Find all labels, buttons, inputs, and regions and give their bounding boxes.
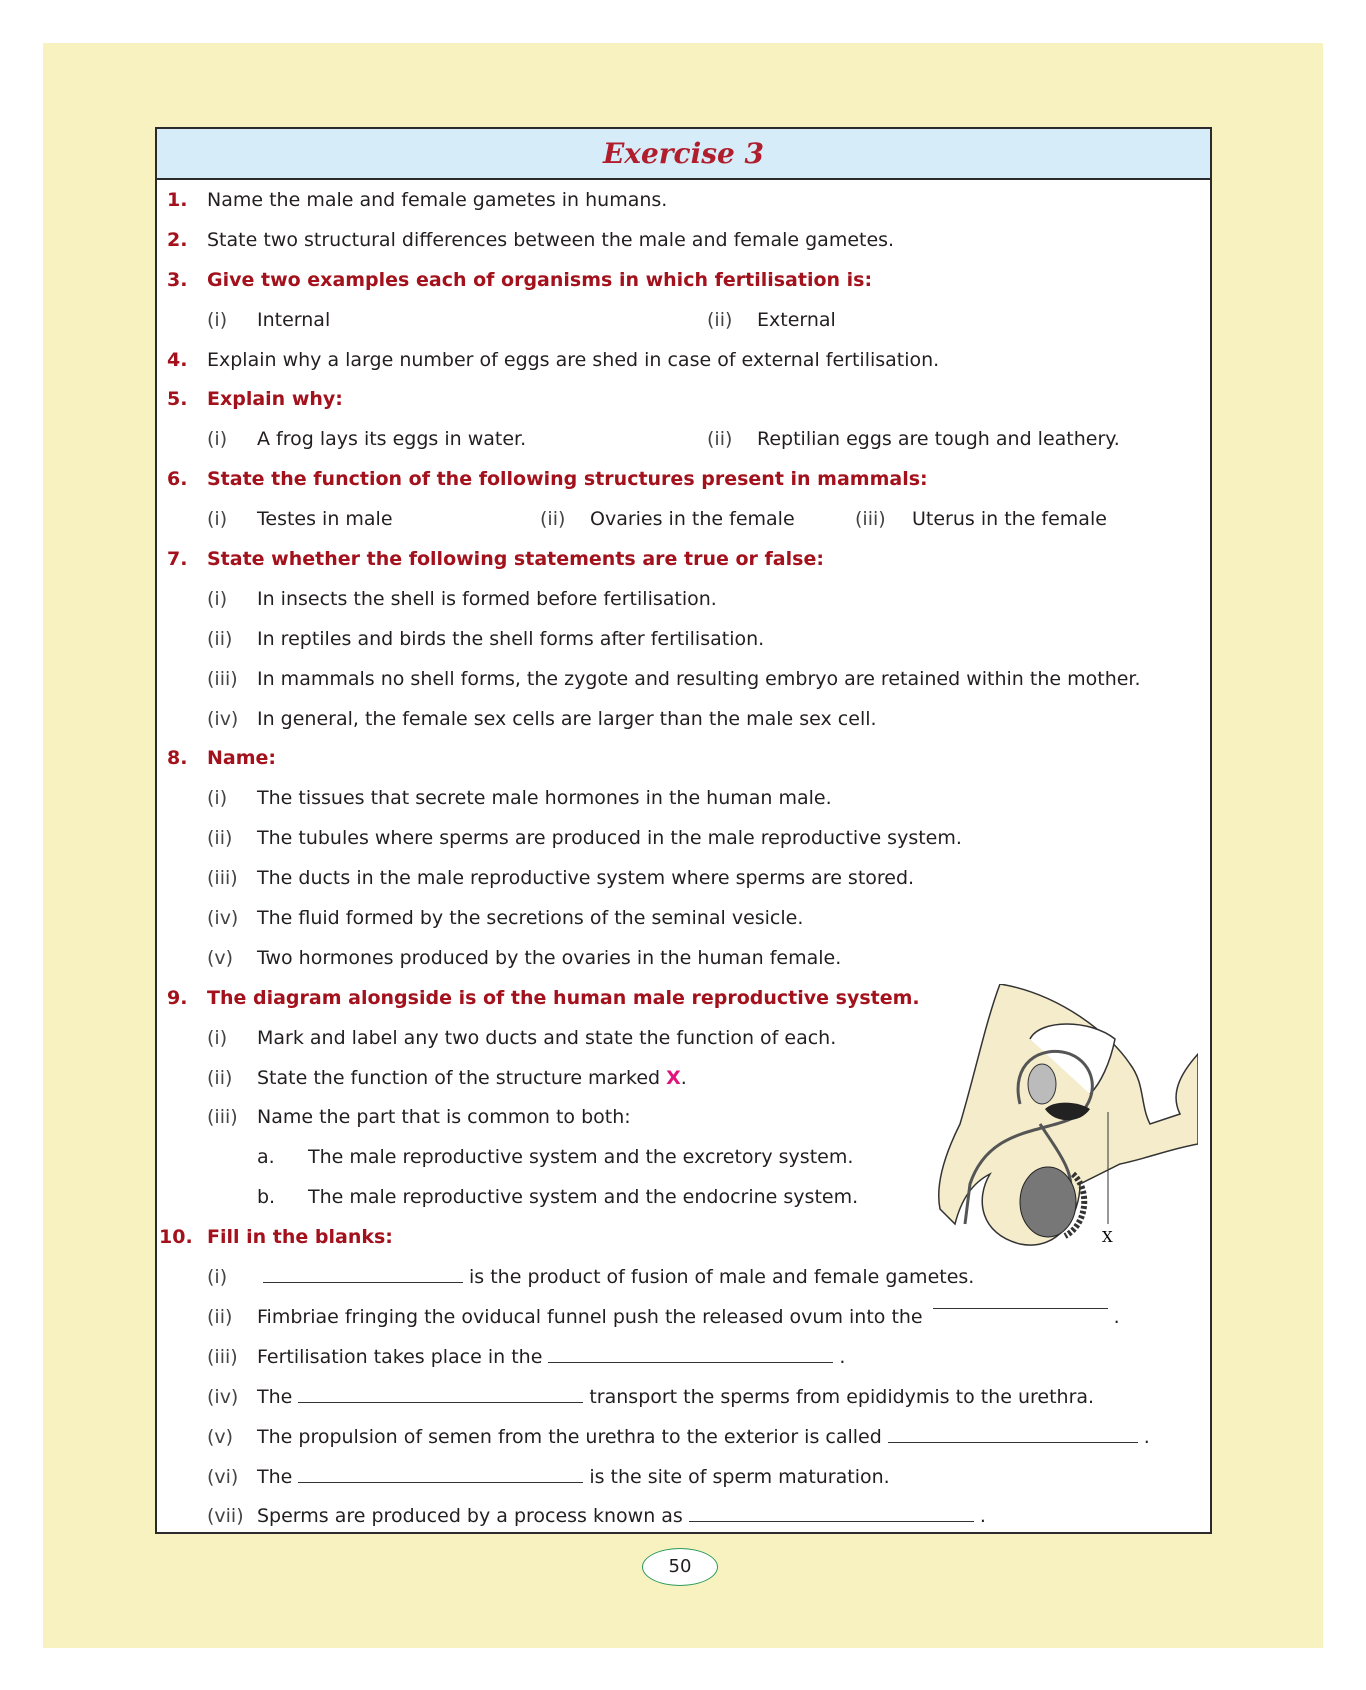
item-text: Mark and label any two ducts and state the function of each. [257, 1026, 837, 1049]
question-number: 7. [167, 548, 188, 571]
text-segment: The [257, 1465, 293, 1488]
item-numeral: (vii) [207, 1505, 244, 1528]
item-text: The tubules where sperms are produced in the male reproductive system. [257, 827, 962, 850]
question-number: 8. [167, 747, 188, 770]
item-numeral: (ii) [207, 1066, 233, 1089]
question-text: State the function of the following structures present in mammals: [207, 468, 928, 491]
question-row [157, 1378, 1210, 1418]
item-text: In insects the shell is formed before fertilisation. [257, 587, 717, 610]
question-row [157, 500, 1210, 540]
item-numeral: (iv) [207, 907, 239, 930]
item-text: Reptilian eggs are tough and leathery. [757, 428, 1120, 451]
bladder-cross-section [1028, 1064, 1056, 1104]
text-segment: The propulsion of semen from the urethra to the exterior is called [257, 1425, 882, 1448]
fill-blank-input[interactable] [933, 1290, 1108, 1309]
question-number: 5. [167, 388, 188, 411]
question-row [157, 181, 1210, 221]
text-segment: transport the sperms from epididymis to the urethra. [589, 1385, 1095, 1408]
item-text: The tissues that secrete male hormones in the human male. [257, 787, 832, 810]
sub-item-text: The male reproductive system and the excretory system. [308, 1146, 854, 1169]
exercise-box [155, 127, 1212, 1534]
fill-blank-input[interactable] [689, 1503, 974, 1522]
question-row [157, 859, 1210, 899]
item-text: In general, the female sex cells are larger than the male sex cell. [257, 707, 877, 730]
question-number: 10. [159, 1226, 193, 1249]
question-row [157, 380, 1210, 420]
question-text: State two structural differences between the male and female gametes. [207, 228, 895, 251]
label-x: X [1102, 1228, 1113, 1246]
item-text [257, 1497, 986, 1537]
item-numeral: (i) [207, 308, 228, 331]
question-row [157, 1338, 1210, 1378]
item-text [257, 1418, 1150, 1458]
question-row [157, 1458, 1210, 1498]
text-segment: . [680, 1066, 687, 1089]
fill-blank-input[interactable] [548, 1344, 833, 1363]
fill-blank-input[interactable] [888, 1424, 1138, 1443]
text-segment: is the site of sperm maturation. [589, 1465, 890, 1488]
question-row [157, 261, 1210, 301]
question-row [157, 700, 1210, 740]
question-row [157, 580, 1210, 620]
text-segment: . [979, 1505, 986, 1528]
question-number: 6. [167, 468, 188, 491]
question-row [157, 1418, 1210, 1458]
question-row [157, 420, 1210, 460]
question-number: 9. [167, 986, 188, 1009]
question-row [157, 660, 1210, 700]
item-numeral: (ii) [707, 428, 733, 451]
text-segment: is the product of fusion of male and female gametes. [469, 1266, 975, 1289]
question-text: Name: [207, 747, 277, 770]
item-text: A frog lays its eggs in water. [257, 428, 527, 451]
question-row [157, 1497, 1210, 1537]
question-row [157, 301, 1210, 341]
item-text: Internal [257, 308, 331, 331]
item-numeral: (i) [207, 1026, 228, 1049]
item-numeral: (iii) [207, 1345, 238, 1368]
item-numeral: (ii) [540, 508, 566, 531]
marker-x: X [666, 1066, 681, 1089]
item-text [257, 1458, 890, 1498]
exercise-title: Exercise 3 [157, 129, 1210, 180]
testis [1020, 1167, 1076, 1237]
fill-blank-input[interactable] [298, 1384, 583, 1403]
item-numeral: (vi) [207, 1465, 239, 1488]
item-text: Name the part that is common to both: [257, 1106, 631, 1129]
question-number: 4. [167, 348, 188, 371]
item-text: External [757, 308, 836, 331]
item-numeral: (v) [207, 1425, 234, 1448]
item-numeral: (i) [207, 787, 228, 810]
item-numeral: (i) [207, 587, 228, 610]
fill-blank-input[interactable] [298, 1464, 583, 1483]
question-row [157, 341, 1210, 381]
question-row [157, 540, 1210, 580]
question-row [157, 899, 1210, 939]
text-segment: State the function of the structure marked [257, 1066, 667, 1089]
item-numeral: (i) [207, 1266, 228, 1289]
text-segment: . [839, 1345, 846, 1368]
question-text: State whether the following statements are true or false: [207, 548, 824, 571]
question-text: Give two examples each of organisms in which fertilisation is: [207, 268, 873, 291]
text-segment: The [257, 1385, 293, 1408]
item-text [257, 1338, 845, 1378]
item-numeral: (i) [207, 508, 228, 531]
fill-blank-input[interactable] [263, 1264, 463, 1283]
question-list [157, 181, 1210, 1537]
item-numeral: (i) [207, 428, 228, 451]
question-number: 1. [167, 189, 188, 211]
item-numeral: (iii) [207, 667, 238, 690]
item-numeral: (iii) [855, 508, 886, 531]
item-numeral: (iii) [207, 1106, 238, 1129]
question-number: 3. [167, 268, 188, 291]
sub-item-letter: b. [257, 1186, 276, 1209]
question-text: Name the male and female gametes in humans. [207, 189, 668, 211]
item-text: The ducts in the male reproductive system where sperms are stored. [257, 867, 915, 890]
question-text: Explain why: [207, 388, 343, 411]
question-text: Fill in the blanks: [207, 1226, 393, 1249]
text-segment: Fertilisation takes place in the [257, 1345, 543, 1368]
text-segment: Fimbriae fringing the oviducal funnel push the released ovum into the [257, 1305, 923, 1328]
item-text [257, 1378, 1094, 1418]
question-row [157, 460, 1210, 500]
item-text: Uterus in the female [912, 508, 1107, 531]
item-numeral: (iv) [207, 1385, 239, 1408]
question-row [157, 221, 1210, 261]
item-text: Testes in male [257, 508, 393, 531]
text-segment: . [1113, 1305, 1120, 1328]
item-text: The fluid formed by the secretions of the seminal vesicle. [257, 907, 804, 930]
question-row [157, 819, 1210, 859]
item-numeral: (ii) [207, 627, 233, 650]
male-reproductive-system-diagram [930, 984, 1198, 1258]
question-row [157, 939, 1210, 979]
item-numeral: (iii) [207, 867, 238, 890]
sub-item-letter: a. [257, 1146, 275, 1169]
question-row [157, 739, 1210, 779]
item-numeral: (ii) [207, 827, 233, 850]
text-segment: . [1143, 1425, 1150, 1448]
question-number: 2. [167, 228, 188, 251]
sub-item-text: The male reproductive system and the endocrine system. [308, 1186, 859, 1209]
item-numeral: (iv) [207, 707, 239, 730]
item-numeral: (ii) [707, 308, 733, 331]
question-text: Explain why a large number of eggs are shed in case of external fertilisation. [207, 348, 940, 371]
item-text [257, 1298, 1120, 1338]
item-numeral: (ii) [207, 1305, 233, 1328]
item-text [257, 1059, 687, 1099]
item-text: In reptiles and birds the shell forms after fertilisation. [257, 627, 765, 650]
question-row [157, 1298, 1210, 1338]
item-text: In mammals no shell forms, the zygote and resulting embryo are retained within the mother. [257, 667, 1141, 690]
item-text: Two hormones produced by the ovaries in the human female. [257, 946, 842, 969]
question-row [157, 779, 1210, 819]
question-text: The diagram alongside is of the human male reproductive system. [207, 986, 920, 1009]
text-segment: Sperms are produced by a process known as [257, 1505, 683, 1528]
item-text [257, 1258, 974, 1298]
item-text: Ovaries in the female [590, 508, 795, 531]
page-number: 50 [642, 1548, 718, 1586]
item-numeral: (v) [207, 946, 234, 969]
question-row [157, 620, 1210, 660]
